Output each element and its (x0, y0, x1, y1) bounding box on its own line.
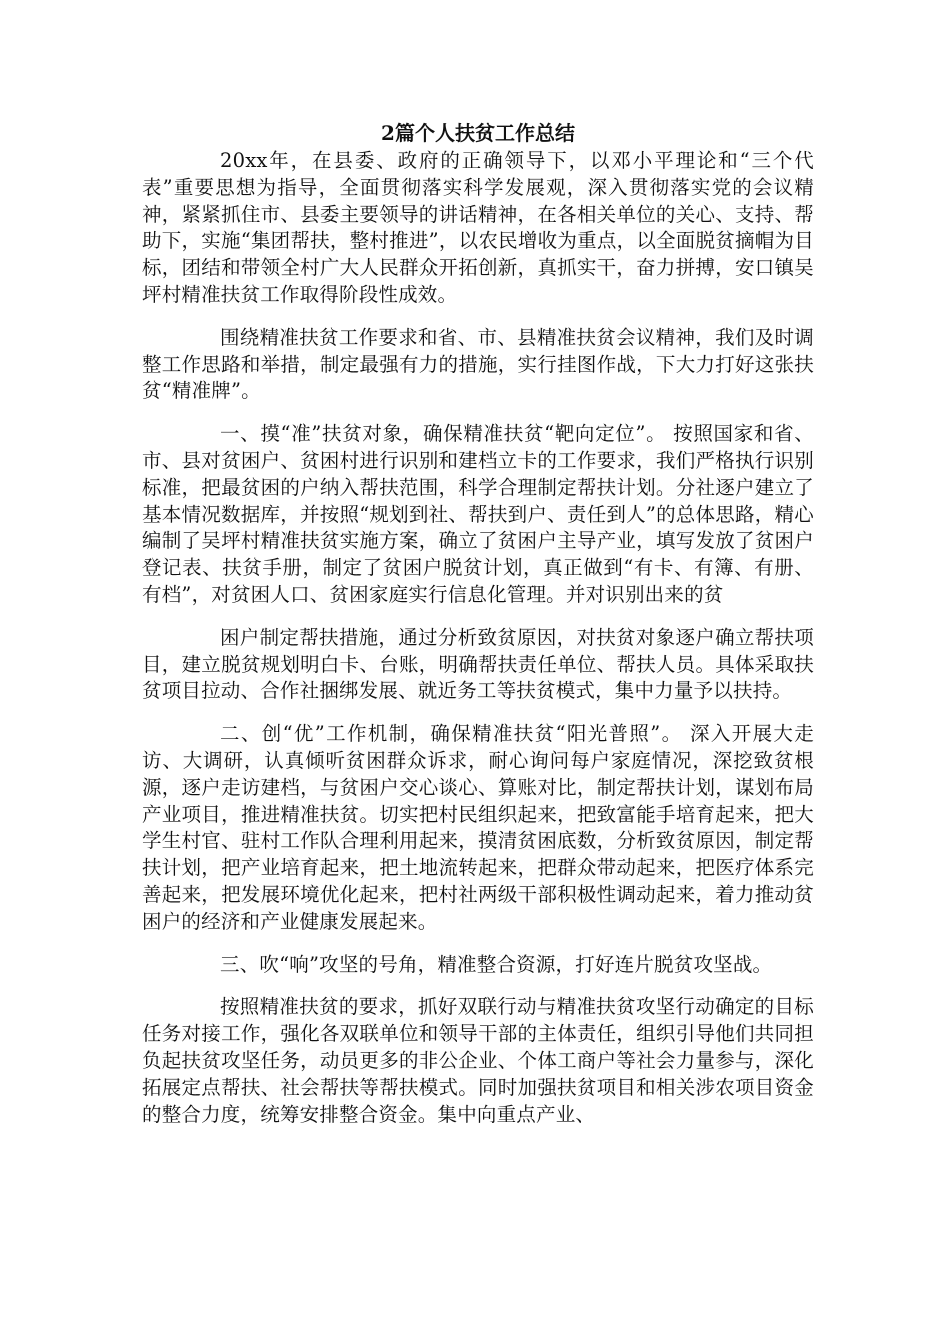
paragraph-section-one: 一、摸“准”扶贫对象，确保精准扶贫“靶向定位”。 按照国家和省、市、县对贫困户、贫困村进行识别和建档立卡的工作要求，我们严格执行识别标准，把最贫困的户纳入帮扶范围，科学合理制定帮扶计划。分社逐户建立了基本情况数据库，并按照“规划到社、帮扶到户、责任到人”的总体思路，精心编制了吴坪村精准扶贫实施方案，确立了贫困户主导产业，填写发放了贫困户登记表、扶贫手册，制定了贫困户脱贫计划，真正做到“有卡、有簿、有册、有档”，对贫困人口、贫困家庭实行信息化管理。并对识别出来的贫 (142, 422, 814, 606)
paragraph-section-three-body: 按照精准扶贫的要求，抓好双联行动与精准扶贫攻坚行动确定的目标任务对接工作，强化各双联单位和领导干部的主体责任，组织引导他们共同担负起扶贫攻坚任务，动员更多的非公企业、个体工商户等社会力量参与，深化拓展定点帮扶、社会帮扶等帮扶模式。同时加强扶贫项目和相关涉农项目资金的整合力度，统筹安排整合资金。集中向重点产业、 (142, 995, 814, 1126)
paragraph-section-two: 二、创“优”工作机制，确保精准扶贫“阳光普照”。 深入开展大走访、大调研，认真倾听贫困群众诉求，耐心询问每户家庭情况，深挖致贫根源，逐户走访建档，与贫困户交心谈心、算账对比，制定帮扶计划，谋划布局产业项目，推进精准扶贫。切实把村民组织起来，把致富能手培育起来，把大学生村官、驻村工作队合理利用起来，摸清贫困底数，分析致贫原因，制定帮扶计划，把产业培育起来，把土地流转起来，把群众带动起来，把医疗体系完善起来，把发展环境优化起来，把村社两级干部积极性调动起来，着力推动贫困户的经济和产业健康发展起来。 (142, 722, 814, 933)
document-page (142, 118, 814, 1144)
paragraph-section-one-cont: 困户制定帮扶措施，通过分析致贫原因，对扶贫对象逐户确立帮扶项目，建立脱贫规划明白卡、台账，明确帮扶责任单位、帮扶人员。具体采取扶贫项目拉动、合作社捆绑发展、就近务工等扶贫模式，集中力量予以扶持。 (142, 625, 814, 703)
paragraph-section-three: 三、吹“响”攻坚的号角，精准整合资源，打好连片脱贫攻坚战。 (220, 952, 773, 976)
paragraph-measures: 围绕精准扶贫工作要求和省、市、县精准扶贫会议精神，我们及时调整工作思路和举措，制定最强有力的措施，实行挂图作战，下大力打好这张扶贫“精准牌”。 (142, 325, 814, 403)
document-title: 2篇个人扶贫工作总结 (381, 121, 575, 145)
paragraph-intro: 20xx年，在县委、政府的正确领导下，以邓小平理论和“三个代表”重要思想为指导，全面贯彻落实科学发展观，深入贯彻落实党的会议精神，紧紧抓住市、县委主要领导的讲话精神，在各相关单位的关心、支持、帮助下，实施“集团帮扶，整村推进”，以农民增收为重点，以全面脱贫摘帽为目标，团结和带领全村广大人民群众开拓创新，真抓实干，奋力拼搏，安口镇吴坪村精准扶贫工作取得阶段性成效。 (142, 149, 814, 306)
